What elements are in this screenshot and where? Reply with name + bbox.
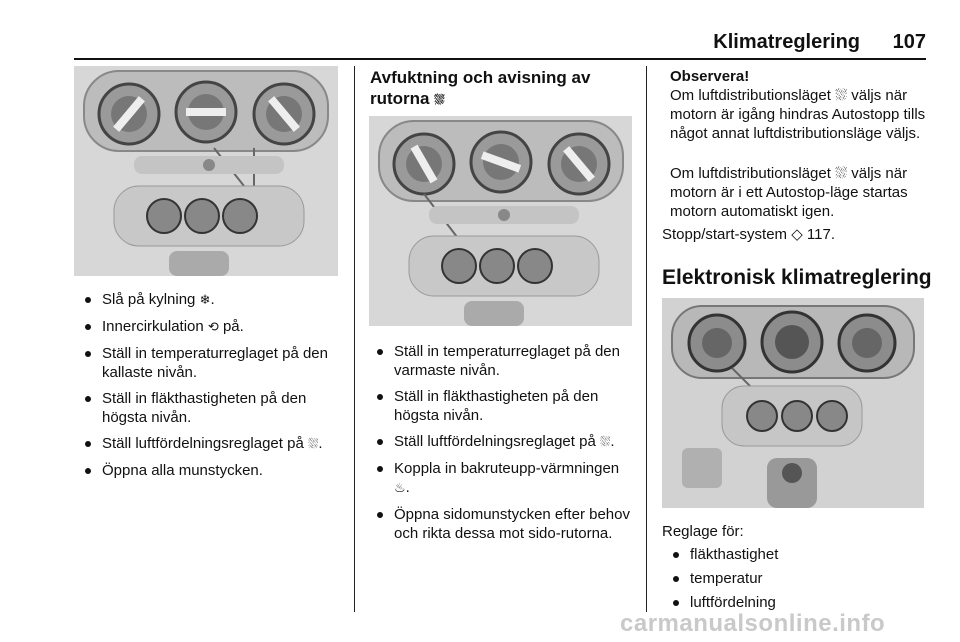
list-item-text: fläkthastighet	[690, 546, 779, 563]
page-number: 107	[892, 31, 926, 53]
list-item-text: Öppna sidomunstycken efter behov och rikta dessa mot sido-rutorna.	[394, 506, 630, 542]
list-item	[80, 389, 342, 427]
defogging-steps-list	[372, 342, 636, 550]
list-item-text: Ställ in fläkthastigheten på den högsta nivån.	[102, 390, 307, 426]
list-item-text: Öppna alla munstycken.	[102, 462, 263, 479]
list-item-text: temperatur	[690, 570, 763, 587]
note-title: Observera!	[670, 68, 750, 85]
header-rule	[74, 58, 926, 60]
list-item-text: Ställ in temperaturreglaget på den kallaste nivån.	[102, 345, 328, 381]
list-item	[80, 461, 342, 480]
list-item-text: Ställ in fläkthastigheten på den högsta nivån.	[394, 388, 599, 424]
watermark: carmanualsonline.info	[620, 610, 886, 637]
electronic-climate-photo	[662, 298, 924, 508]
list-item	[372, 342, 636, 380]
column-divider-2	[646, 66, 647, 612]
list-item	[372, 459, 636, 498]
cross-reference-link[interactable]: Stopp/start-system ◇ 117.	[662, 226, 835, 243]
list-item	[80, 434, 342, 454]
list-item	[80, 344, 342, 382]
list-item	[668, 545, 924, 564]
list-item-text: Ställ luftfördelningsreglaget på	[102, 435, 304, 452]
list-item	[668, 569, 924, 588]
controls-list	[668, 545, 924, 617]
list-item-suffix: .	[610, 433, 615, 450]
heading-line-1: Avfuktning och avisning av	[370, 68, 591, 87]
list-item-text: Ställ in temperaturreglaget på den varmaste nivån.	[394, 343, 620, 379]
running-header-title: Klimatreglering	[713, 31, 860, 53]
list-item-suffix: .	[318, 435, 323, 452]
cooling-steps-list	[80, 290, 342, 487]
list-item-text: Ställ luftfördelningsreglaget på	[394, 433, 596, 450]
section-heading-defogging	[370, 67, 640, 111]
controls-label: Reglage för:	[662, 523, 744, 540]
list-item-text: Koppla in bakruteupp-värmningen	[394, 460, 620, 477]
list-item-suffix: .	[405, 479, 410, 496]
section-heading-electronic-climate: Elektronisk klimatreglering	[662, 266, 932, 289]
list-item	[372, 387, 636, 425]
windscreen-floor-icon: ⛆	[434, 93, 445, 108]
windscreen-floor-icon: ⛆	[307, 437, 319, 452]
list-item	[80, 290, 342, 310]
list-item	[372, 505, 636, 543]
rear-defrost-icon: ♨	[394, 481, 406, 496]
climate-control-photo-2	[369, 116, 632, 326]
windscreen-floor-icon: ⛆	[599, 435, 611, 450]
note-paragraph-1: Om luftdistributionsläget ⛆ väljs när motorn är igång hindras Autostopp tills något annat luftdistributionsläge väljs.	[670, 87, 926, 142]
snowflake-icon: ❄	[199, 293, 211, 308]
climate-control-photo-1	[74, 66, 338, 276]
list-item	[80, 317, 342, 337]
recirculation-icon: ⟲	[207, 320, 219, 335]
list-item	[372, 432, 636, 452]
list-item-text: luftfördelning	[690, 594, 776, 611]
heading-line-2: rutorna	[370, 89, 430, 108]
list-item-text: Innercirkulation	[102, 318, 204, 335]
list-item-text: Slå på kylning	[102, 291, 196, 308]
list-item-suffix: på.	[218, 318, 244, 335]
list-item-suffix: .	[210, 291, 215, 308]
note-paragraph-2: Om luftdistributionsläget ⛆ väljs när motorn är i ett Autostop-läge startas motorn automatiskt igen.	[670, 165, 908, 220]
column-divider-1	[354, 66, 355, 612]
